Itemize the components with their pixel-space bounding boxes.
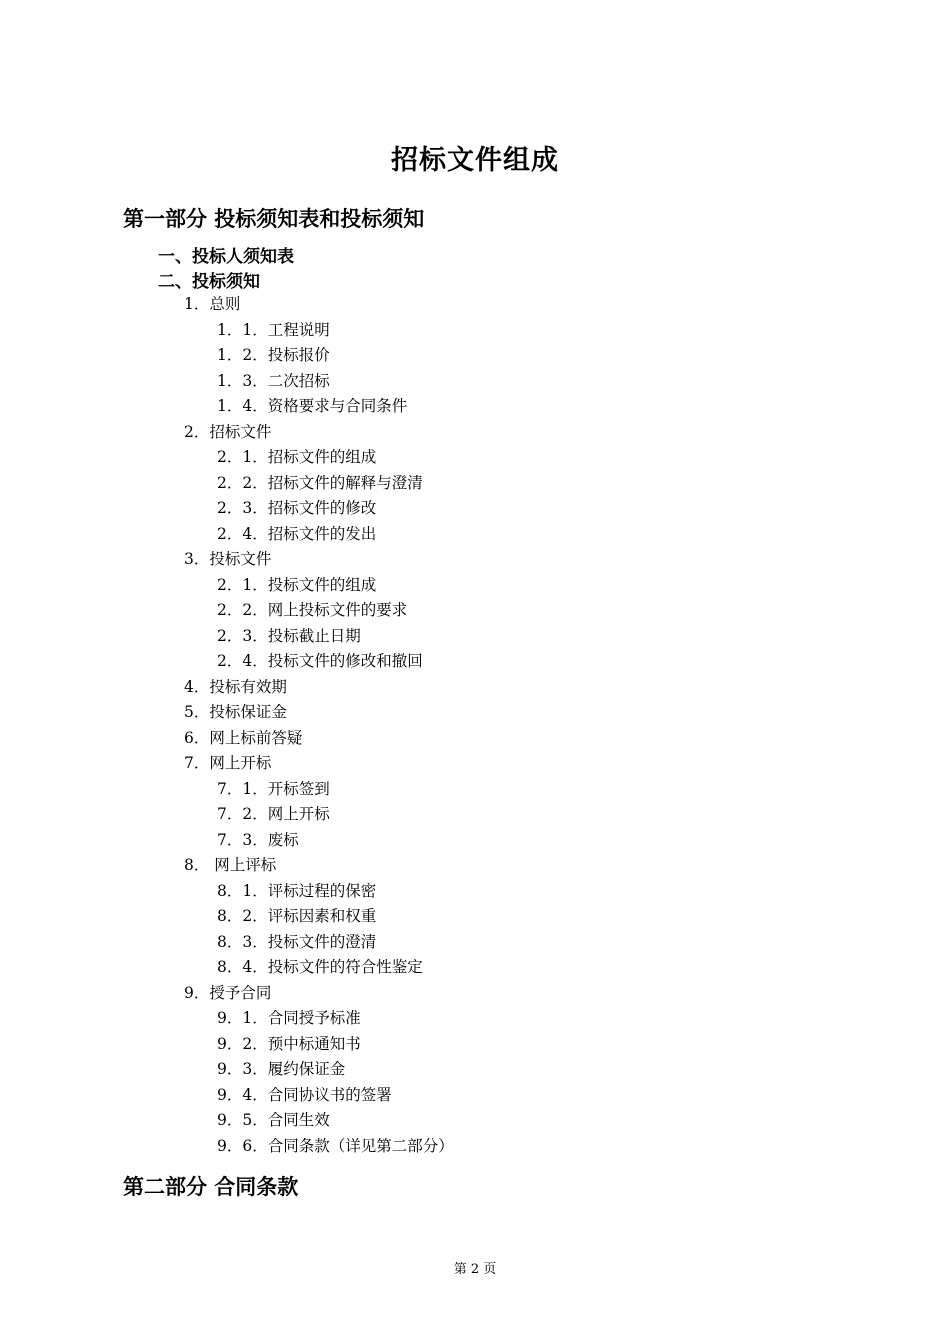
toc-item: 2．招标文件 bbox=[184, 422, 272, 441]
toc-subitem: 9．5．合同生效 bbox=[217, 1111, 330, 1129]
toc-subitem: 9．3．履约保证金 bbox=[217, 1060, 346, 1078]
toc-item: 1．总则 bbox=[184, 295, 241, 313]
toc-subitem: 2．3．招标文件的修改 bbox=[217, 499, 377, 517]
toc-list bbox=[0, 292, 950, 1159]
toc-item: 3．投标文件 bbox=[184, 550, 272, 568]
toc-subitem: 7．1．开标签到 bbox=[217, 779, 330, 798]
toc-subitem: 8．2．评标因素和权重 bbox=[217, 907, 377, 925]
toc-subitem: 9．6．合同条款（详见第二部分） bbox=[217, 1136, 454, 1155]
toc-item: 5．投标保证金 bbox=[184, 703, 287, 721]
toc-subitem: 7．2．网上开标 bbox=[217, 805, 330, 823]
toc-item: 6．网上标前答疑 bbox=[184, 728, 303, 747]
toc-subitem: 9．1．合同授予标准 bbox=[217, 1009, 361, 1027]
toc-subitem: 9．2．预中标通知书 bbox=[217, 1034, 361, 1053]
part-one-heading: 第一部分 投标须知表和投标须知 bbox=[123, 207, 425, 231]
toc-subitem: 2．3．投标截止日期 bbox=[217, 626, 361, 645]
toc-subitem: 2．2．招标文件的解释与澄清 bbox=[217, 473, 423, 492]
section-heading-bid-instructions: 二、投标须知 bbox=[158, 272, 260, 292]
toc-subitem: 8．3．投标文件的澄清 bbox=[217, 932, 377, 951]
page-number: 第 2 页 bbox=[453, 1262, 497, 1277]
toc-subitem: 2．2．网上投标文件的要求 bbox=[217, 601, 408, 619]
toc-subitem: 2．1．招标文件的组成 bbox=[217, 448, 377, 466]
toc-subitem: 2．1．投标文件的组成 bbox=[217, 575, 377, 594]
toc-subitem: 2．4．投标文件的修改和撤回 bbox=[217, 652, 423, 670]
toc-subitem: 9．4．合同协议书的签署 bbox=[217, 1085, 392, 1104]
document-title: 招标文件组成 bbox=[391, 145, 559, 176]
toc-item: 9．授予合同 bbox=[184, 983, 272, 1002]
part-two-heading: 第二部分 合同条款 bbox=[123, 1175, 299, 1199]
toc-subitem: 7．3．废标 bbox=[217, 830, 299, 849]
section-heading-bidder-table: 一、投标人须知表 bbox=[158, 247, 294, 267]
toc-subitem: 8．1．评标过程的保密 bbox=[217, 881, 377, 900]
toc-item: 8． 网上评标 bbox=[184, 856, 277, 874]
toc-subitem: 2．4．招标文件的发出 bbox=[217, 524, 377, 543]
toc-subitem: 1．2．投标报价 bbox=[217, 346, 330, 364]
toc-subitem: 1．1．工程说明 bbox=[217, 320, 330, 339]
toc-item: 7．网上开标 bbox=[184, 754, 272, 772]
toc-item: 4．投标有效期 bbox=[184, 677, 287, 696]
toc-subitem: 1．4．资格要求与合同条件 bbox=[217, 397, 408, 415]
toc-subitem: 1．3．二次招标 bbox=[217, 371, 330, 390]
toc-subitem: 8．4．投标文件的符合性鉴定 bbox=[217, 958, 423, 976]
